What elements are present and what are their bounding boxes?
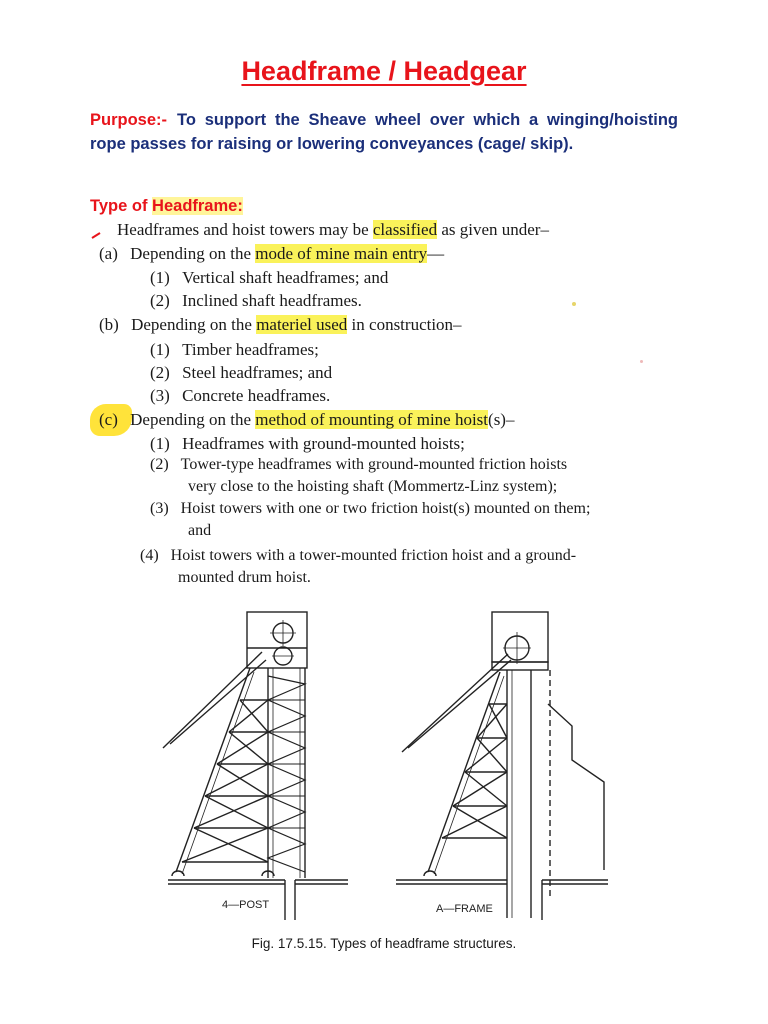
section-b-text-end: in construction–	[347, 315, 462, 334]
item-text: Concrete headframes.	[182, 386, 331, 405]
section-a-text-end: —	[427, 244, 445, 263]
item-number: (1)	[150, 340, 170, 359]
stray-mark	[640, 360, 643, 363]
pen-tick-mark	[90, 228, 106, 242]
item-number: (1)	[150, 268, 170, 287]
section-c-text-end: (s)–	[488, 410, 515, 429]
item-text: Vertical shaft headframes; and	[182, 268, 389, 287]
a-frame-headframe	[396, 612, 608, 920]
purpose-text: To support the Sheave wheel over which a winging/hoisting rope passes for raising or lowering conveyances (cage/ skip).	[90, 111, 678, 153]
list-item-continuation	[178, 569, 311, 587]
item-number: (2)	[150, 291, 170, 310]
section-a-text: Depending on the	[130, 244, 256, 263]
list-item	[150, 291, 362, 311]
section-c-text: Depending on the	[130, 410, 256, 429]
section-a-heading	[99, 244, 444, 264]
item-number: (3)	[150, 386, 170, 405]
highlight-materiel-used: materiel used	[256, 315, 348, 334]
item-number: (2)	[150, 363, 170, 382]
item-text: Hoist towers with a tower-mounted friction hoist and a ground-	[170, 547, 577, 564]
purpose-label: Purpose:-	[90, 111, 168, 129]
item-number: (4)	[140, 547, 159, 564]
page-title: Headframe / Headgear	[241, 56, 527, 86]
item-text: very close to the hoisting shaft (Mommertz-Linz system);	[188, 478, 558, 495]
figure-label-4-post: 4—POST	[222, 899, 270, 911]
section-a-marker: (a)	[99, 244, 118, 263]
item-text: Tower-type headframes with ground-mounted friction hoists	[180, 456, 568, 473]
highlight-mode-of-entry: mode of mine main entry	[255, 244, 428, 263]
section-b-marker: (b)	[99, 315, 119, 334]
four-post-headframe	[163, 612, 348, 920]
figure-caption: Fig. 17.5.15. Types of headframe structures.	[251, 936, 517, 951]
intro-text-end: as given under–	[437, 220, 549, 239]
list-item	[150, 268, 388, 288]
intro-text: Headframes and hoist towers may be	[117, 220, 373, 239]
item-text: and	[188, 522, 212, 539]
stray-mark	[572, 302, 576, 306]
figure-label-a-frame: A—FRAME	[436, 903, 493, 915]
list-item	[150, 456, 567, 474]
item-text: Hoist towers with one or two friction hoist(s) mounted on them;	[180, 500, 591, 517]
list-item-continuation	[188, 522, 211, 540]
item-number: (2)	[150, 456, 169, 473]
headframe-figure	[150, 602, 620, 924]
highlight-classified: classified	[372, 220, 438, 239]
item-text: Steel headframes; and	[182, 363, 333, 382]
section-c-marker: (c)	[99, 410, 118, 429]
item-text: Inclined shaft headframes.	[182, 291, 362, 310]
section-b-text: Depending on the	[131, 315, 257, 334]
highlight-method-of-mounting: method of mounting of mine hoist	[255, 410, 489, 429]
type-heading	[90, 197, 243, 216]
purpose-paragraph	[90, 108, 678, 156]
section-b-heading	[99, 315, 462, 335]
section-c-heading	[99, 410, 514, 430]
list-item	[150, 500, 590, 518]
intro-line	[117, 220, 549, 240]
list-item	[150, 363, 332, 383]
list-item	[140, 547, 576, 565]
item-text: Headframes with ground-mounted hoists;	[182, 434, 465, 453]
type-heading-prefix: Type of	[90, 197, 148, 215]
list-item-continuation	[188, 478, 557, 496]
item-text: Timber headframes;	[182, 340, 319, 359]
list-item	[150, 434, 465, 454]
list-item	[150, 386, 330, 406]
item-number: (3)	[150, 500, 169, 517]
item-number: (1)	[150, 434, 170, 453]
item-text: mounted drum hoist.	[178, 569, 311, 586]
type-heading-highlight: Headframe:	[152, 197, 243, 215]
list-item	[150, 340, 319, 360]
